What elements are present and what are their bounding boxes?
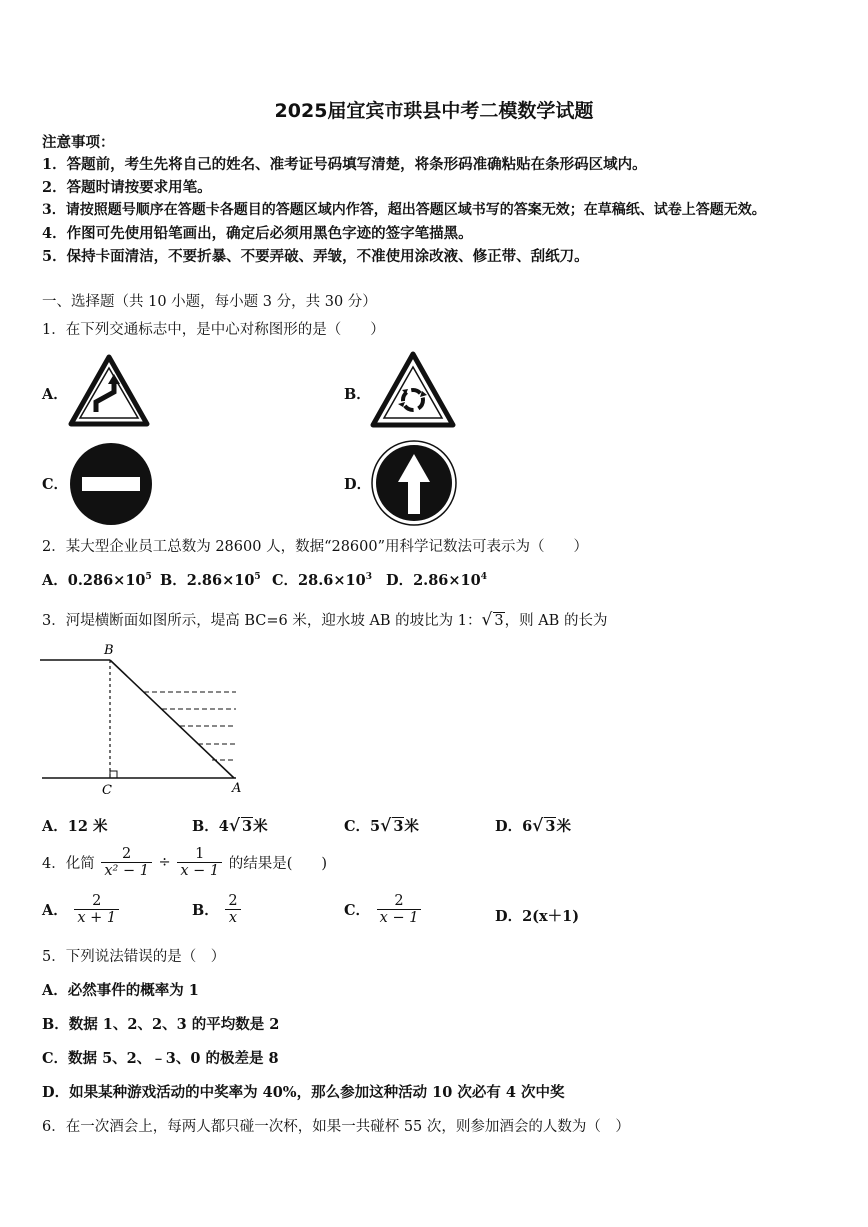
q1-option-b-label: B． xyxy=(344,386,371,403)
q1-option-c-label: C． xyxy=(42,476,69,493)
q5-option-b: B．数据 1、2、2、3 的平均数是 2 xyxy=(42,1016,280,1033)
q1-option-d-label: D． xyxy=(344,476,372,493)
question-3-stem: 3．河堤横断面如图所示，堤高 BC=6 米，迎水坡 AB 的坡比为 1：√ 3，则 AB 的长为 xyxy=(42,610,608,630)
q5-option-d: D．如果某种游戏活动的中奖率为 40%，那么参加这种活动 10 次必有 4 次中奖 xyxy=(42,1084,565,1101)
notes-heading: 注意事项： xyxy=(42,134,115,151)
roundabout-sign-icon xyxy=(370,351,456,429)
q2-option-a: A．$0.286\times 10^5$ xyxy=(42,572,152,589)
question-1-stem: 1．在下列交通标志中，是中心对称图形的是（ ） xyxy=(42,322,385,338)
note-item: 2．答题时请按要求用笔。 xyxy=(42,179,212,196)
note-item: 4．作图可先使用铅笔画出，确定后必须用黑色字迹的签字笔描黑。 xyxy=(42,225,473,242)
q1-option-a-label: A． xyxy=(42,386,68,403)
point-a-label: A xyxy=(232,781,242,796)
point-b-label: B xyxy=(104,643,114,658)
question-2-stem: 2．某大型企业员工总数为 28600 人，数据“28600”用科学记数法可表示为（ ） xyxy=(42,539,589,555)
no-entry-sign-icon xyxy=(68,442,154,526)
q4-option-a: A． $\frac{2}{x + 1}$ xyxy=(42,893,121,926)
note-item: 3．请按照题号顺序在答题卡各题目的答题区域内作答，超出答题区域书写的答案无效；在草稿纸、试卷上答题无效。 xyxy=(42,202,766,218)
q2-option-c: C．$28.6\times 10^3$ xyxy=(272,572,372,589)
q3-option-c: C．5√ 3米 xyxy=(344,816,419,836)
q3-option-d: D．6√ 3米 xyxy=(495,816,571,836)
note-item: 1．答题前，考生先将自己的姓名、准考证号码填写清楚，将条形码准确粘贴在条形码区域内。 xyxy=(42,156,647,173)
question-4-stem: 4．化简 $\frac{2}{\text{x² − 1}}$ ÷ $\frac{1}{x - 1}$ 的结果是( ) xyxy=(42,846,328,879)
page-title: 2025届宜宾市珙县中考二模数学试题 xyxy=(274,100,594,122)
question-6-stem: 6．在一次酒会上，每两人都只碰一次杯，如果一共碰杯 55 次，则参加酒会的人数为（ ） xyxy=(42,1119,630,1135)
q3-option-a: A．12 米 xyxy=(42,818,108,835)
q4-fraction-2: $\frac{1}{x - 1}$ xyxy=(177,846,222,879)
q5-option-a: A．必然事件的概率为 1 xyxy=(42,982,199,999)
point-c-label: C xyxy=(102,783,112,798)
q4-option-c: C． $\frac{2}{x - 1}$ xyxy=(344,893,423,926)
q2-option-d: D．$2.86\times 10^4$ xyxy=(386,572,487,589)
note-item: 5．保持卡面清洁，不要折暴、不要弄破、弄皱，不准使用涂改液、修正带、刮纸刀。 xyxy=(42,248,589,265)
straight-ahead-sign-icon xyxy=(370,440,458,526)
q4-option-b: B． $\frac{2}{x}$ xyxy=(192,893,243,926)
section-heading: 一、选择题（共 10 小题，每小题 3 分，共 30 分） xyxy=(42,294,377,310)
embankment-cross-section-diagram xyxy=(38,642,250,798)
q4-option-d: D．2(x＋1) xyxy=(495,908,580,925)
question-5-stem: 5．下列说法错误的是（ ） xyxy=(42,949,226,965)
curve-warning-sign-icon xyxy=(68,354,150,428)
q5-option-c: C．数据 5、2、﹣3、0 的极差是 8 xyxy=(42,1050,279,1067)
q4-fraction-1: $\frac{2}{\text{x² − 1}}$ xyxy=(101,846,152,879)
q3-option-b: B．4√ 3米 xyxy=(192,816,268,836)
q2-option-b: B．$2.86\times 10^5$ xyxy=(160,572,261,589)
